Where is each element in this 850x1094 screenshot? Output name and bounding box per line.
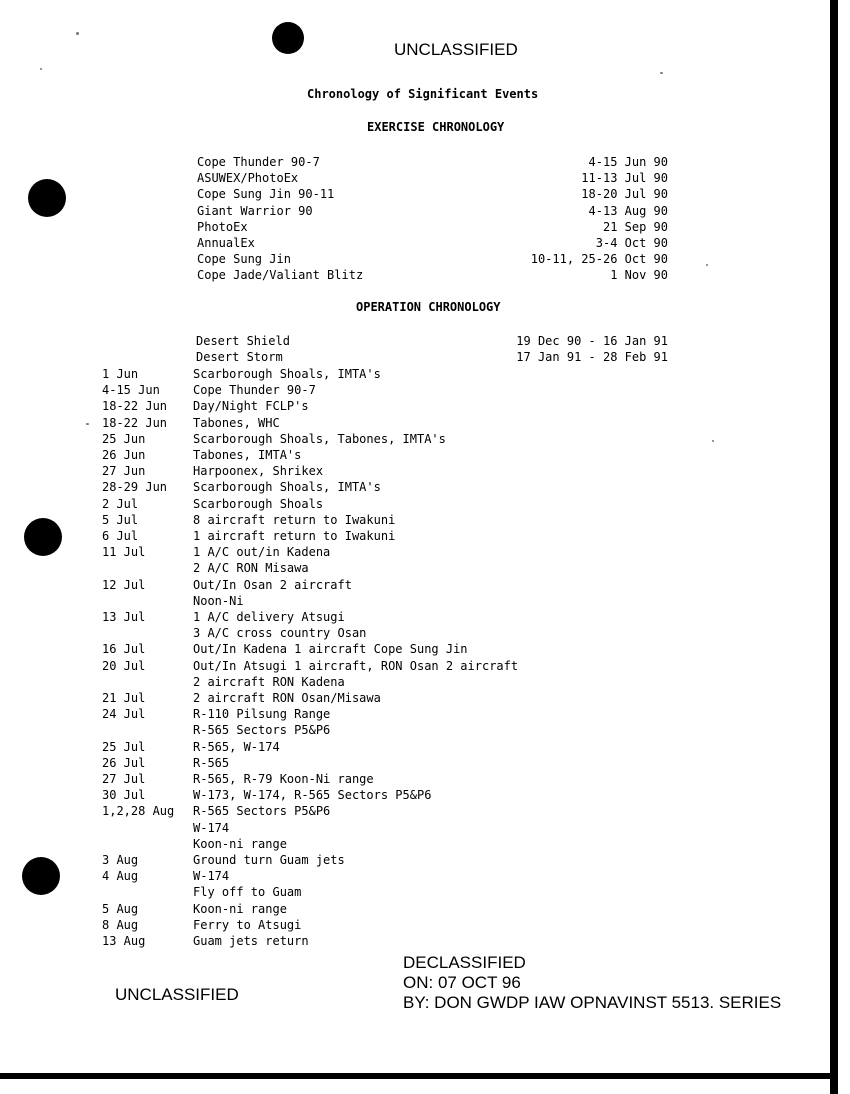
log-date: 11 Jul xyxy=(102,545,146,560)
log-event: 3 A/C cross country Osan xyxy=(193,626,367,641)
log-event: W-173, W-174, R-565 Sectors P5&P6 xyxy=(193,788,432,803)
log-event: Noon-Ni xyxy=(193,593,244,608)
log-date: 1 Jun xyxy=(102,367,139,381)
log-event: Scarborough Shoals xyxy=(193,496,324,511)
log-date: 1,2,28 Aug xyxy=(102,804,175,819)
log-date: 4-15 Jun xyxy=(102,383,160,398)
scan-speck xyxy=(706,264,708,266)
log-date: 20 Jul xyxy=(102,658,146,673)
footer-classification: UNCLASSIFIED xyxy=(115,985,239,1004)
operation-name: Desert Shield xyxy=(196,334,290,348)
exercise-name: Cope Thunder 90-7 xyxy=(197,155,320,169)
log-date: 12 Jul xyxy=(102,577,146,592)
declassified-date: ON: 07 OCT 96 xyxy=(403,973,521,992)
log-date: 13 Jul xyxy=(102,610,146,624)
log-date: 25 Jun xyxy=(102,431,146,446)
page-edge-bottom xyxy=(0,1073,838,1079)
log-event: 2 A/C RON Misawa xyxy=(193,561,309,576)
log-event: Scarborough Shoals, Tabones, IMTA's xyxy=(193,431,446,446)
log-event: Ground turn Guam jets xyxy=(193,853,345,867)
operation-name: Desert Storm xyxy=(196,350,283,365)
exercise-name: Giant Warrior 90 xyxy=(197,203,313,218)
log-event: R-110 Pilsung Range xyxy=(193,707,331,722)
log-event: Scarborough Shoals, IMTA's xyxy=(193,367,381,381)
log-event: Scarborough Shoals, IMTA's xyxy=(193,480,381,495)
exercise-date: 10-11, 25-26 Oct 90 xyxy=(530,252,668,267)
exercise-date: 11-13 Jul 90 xyxy=(581,171,668,186)
log-event: R-565, R-79 Koon-Ni range xyxy=(193,772,374,786)
log-event: 1 aircraft return to Iwakuni xyxy=(193,529,396,543)
declassified-stamp: DECLASSIFIED xyxy=(403,953,526,972)
log-event: 2 aircraft RON Kadena xyxy=(193,674,345,689)
log-date: 26 Jul xyxy=(102,755,146,770)
log-event: Tabones, WHC xyxy=(193,415,280,430)
punch-hole-1 xyxy=(28,179,66,217)
log-date: 18-22 Jun xyxy=(102,399,168,414)
exercise-date: 3-4 Oct 90 xyxy=(595,236,668,250)
log-event: Out/In Osan 2 aircraft xyxy=(193,577,352,592)
log-date: 8 Aug xyxy=(102,917,139,932)
log-event: Harpoonex, Shrikex xyxy=(193,464,324,479)
exercise-name: ASUWEX/PhotoEx xyxy=(197,171,299,186)
log-date: 28-29 Jun xyxy=(102,480,168,495)
log-date: 5 Aug xyxy=(102,901,139,916)
exercise-date: 1 Nov 90 xyxy=(610,268,668,283)
page-edge-right xyxy=(830,0,838,1094)
scan-speck xyxy=(86,423,89,425)
log-event: Guam jets return xyxy=(193,934,309,948)
log-event: R-565, W-174 xyxy=(193,739,280,754)
log-date: 2 Jul xyxy=(102,496,139,511)
log-event: Out/In Atsugi 1 aircraft, RON Osan 2 aircraft xyxy=(193,658,519,673)
punch-hole-top xyxy=(272,22,304,54)
page-title: Chronology of Significant Events xyxy=(307,87,539,101)
scan-speck xyxy=(660,72,663,74)
punch-hole-2 xyxy=(24,518,62,556)
log-event: Koon-ni range xyxy=(193,901,287,916)
log-event: Fly off to Guam xyxy=(193,885,302,900)
log-date: 25 Jul xyxy=(102,739,146,754)
log-event: 1 A/C delivery Atsugi xyxy=(193,610,345,624)
log-date: 27 Jun xyxy=(102,464,146,479)
exercise-name: AnnualEx xyxy=(197,236,255,250)
log-event: R-565 Sectors P5&P6 xyxy=(193,723,331,738)
log-date: 24 Jul xyxy=(102,707,146,722)
log-event: 1 A/C out/in Kadena xyxy=(193,545,331,560)
log-event: W-174 xyxy=(193,869,230,884)
scan-speck xyxy=(712,440,714,442)
log-date: 13 Aug xyxy=(102,934,146,948)
exercise-date: 21 Sep 90 xyxy=(602,219,668,234)
log-event: Day/Night FCLP's xyxy=(193,399,309,414)
log-date: 18-22 Jun xyxy=(102,415,168,430)
exercise-name: Cope Jade/Valiant Blitz xyxy=(197,268,364,283)
log-event: Ferry to Atsugi xyxy=(193,917,302,932)
log-event: W-174 xyxy=(193,820,230,835)
log-date: 27 Jul xyxy=(102,772,146,786)
operation-date-range: 19 Dec 90 - 16 Jan 91 xyxy=(516,334,668,348)
log-event: Out/In Kadena 1 aircraft Cope Sung Jin xyxy=(193,642,468,657)
header-classification: UNCLASSIFIED xyxy=(394,40,518,59)
declassified-authority: BY: DON GWDP IAW OPNAVINST 5513. SERIES xyxy=(403,993,782,1012)
log-date: 5 Jul xyxy=(102,512,139,527)
log-date: 26 Jun xyxy=(102,448,146,462)
operation-date-range: 17 Jan 91 - 28 Feb 91 xyxy=(516,350,668,365)
log-date: 21 Jul xyxy=(102,691,146,705)
operation-heading: OPERATION CHRONOLOGY xyxy=(356,300,501,314)
exercise-name: Cope Sung Jin 90-11 xyxy=(197,187,335,202)
log-event: R-565 xyxy=(193,755,230,770)
exercise-date: 4-13 Aug 90 xyxy=(588,203,668,218)
log-event: R-565 Sectors P5&P6 xyxy=(193,804,331,819)
exercise-date: 18-20 Jul 90 xyxy=(581,187,668,202)
log-event: Tabones, IMTA's xyxy=(193,448,302,462)
log-event: Cope Thunder 90-7 xyxy=(193,383,316,398)
scan-speck xyxy=(76,32,79,35)
log-date: 16 Jul xyxy=(102,642,146,657)
log-date: 4 Aug xyxy=(102,869,139,884)
log-date: 30 Jul xyxy=(102,788,146,803)
exercise-date: 4-15 Jun 90 xyxy=(588,155,668,169)
log-event: 2 aircraft RON Osan/Misawa xyxy=(193,691,381,705)
log-event: 8 aircraft return to Iwakuni xyxy=(193,512,396,527)
log-date: 6 Jul xyxy=(102,529,139,543)
scan-speck xyxy=(40,68,42,70)
exercise-name: PhotoEx xyxy=(197,219,248,234)
log-date: 3 Aug xyxy=(102,853,139,867)
punch-hole-3 xyxy=(22,857,60,895)
log-event: Koon-ni range xyxy=(193,836,287,851)
exercise-name: Cope Sung Jin xyxy=(197,252,291,267)
exercise-heading: EXERCISE CHRONOLOGY xyxy=(367,120,505,134)
